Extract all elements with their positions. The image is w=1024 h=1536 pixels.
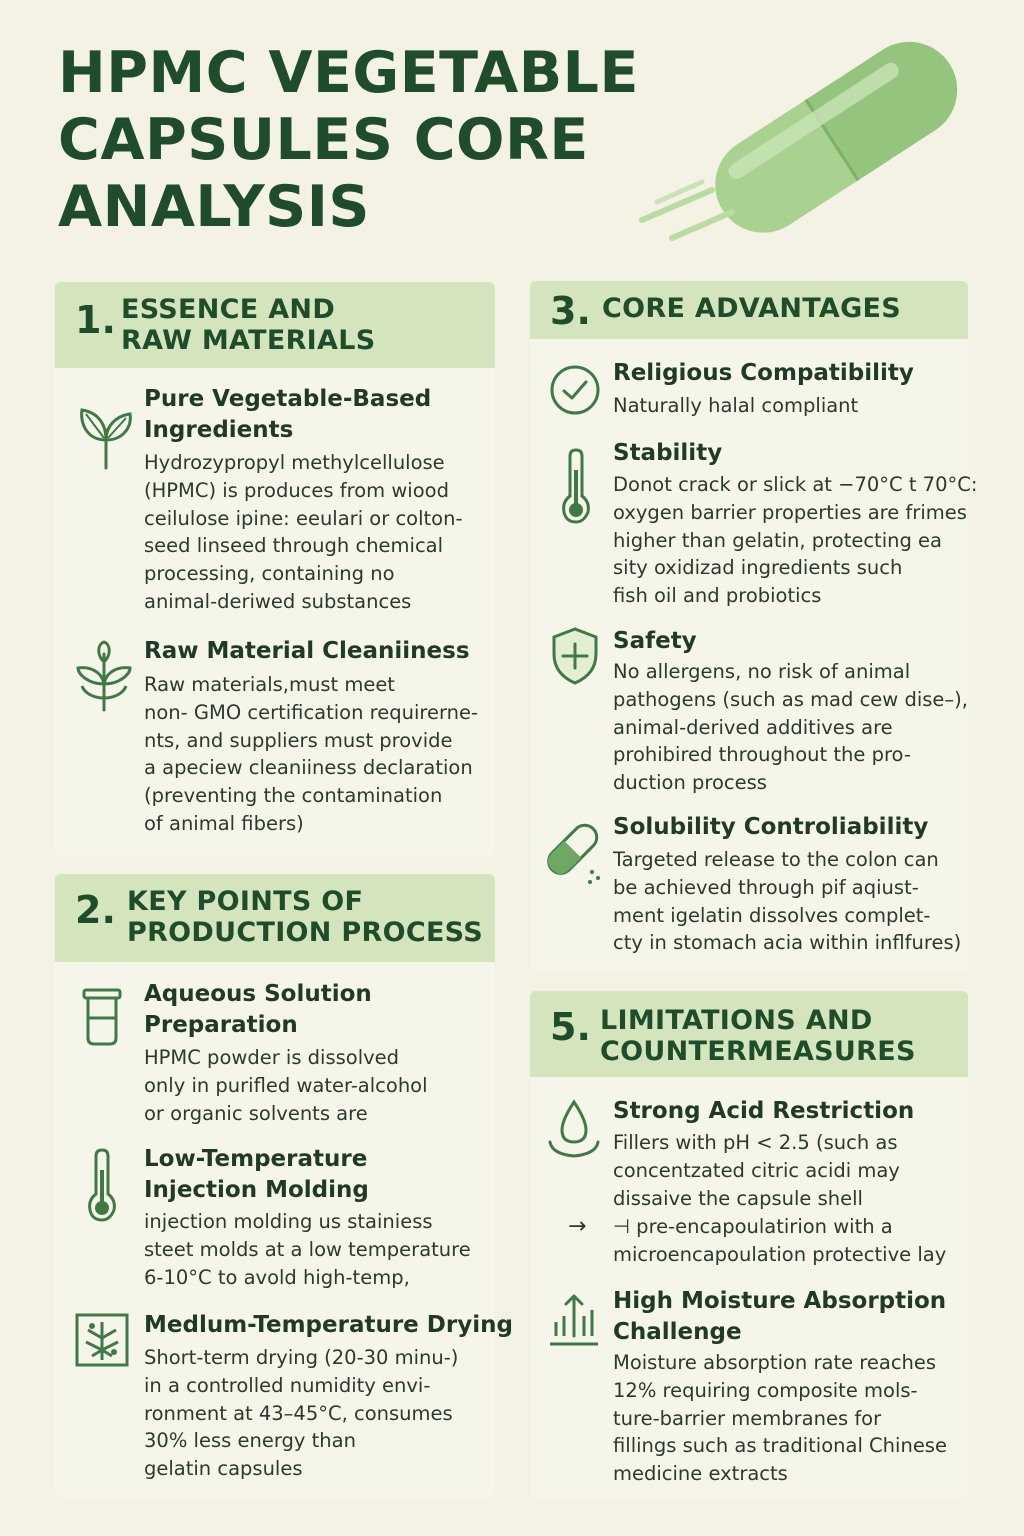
item-body: Moisture absorption rate reaches 12% requiring composite mols- ture-barrier membranes for fillings such as traditional Chinese medicine extracts [613, 1351, 947, 1486]
section-number: 2. [75, 888, 116, 932]
item-title: Aqueous Solution Preparation [144, 981, 372, 1038]
item-title: Solubility Controliability [613, 814, 929, 840]
section-number: 1. [75, 298, 116, 342]
capsule-illustration [632, 30, 972, 250]
beaker-icon [80, 986, 124, 1048]
title-line: CAPSULES CORE [58, 107, 589, 173]
thermometer-icon [558, 448, 594, 524]
section-header [55, 282, 495, 368]
item-body: Donot crack or slick at −70°C t 70°C: oxygen barrier properties are frimes higher than gelatin, protecting ea sity oxidizad ingredients such fish oil and probiotics [613, 473, 978, 608]
item-title: Medlum-Temperature Drying [144, 1312, 513, 1338]
section-number: 3. [550, 289, 591, 333]
item-body: Naturally halal compliant [613, 394, 859, 417]
section-title: KEY POINTS OF PRODUCTION PROCESS [127, 886, 483, 948]
item-body: No allergens, no risk of animal pathogens (such as mad cew dise–), animal-derived additives are prohibired throughout the pro- duction process [613, 660, 968, 795]
item-body: Hydrozypropyl methylcellulose (HPMC) is produces from wiood ceilulose ipine: eeulari or colton- seed linseed through chemical processing, containing no animal-deriwed substances [144, 451, 463, 613]
item-title: High Moisture Absorption Challenge [613, 1288, 947, 1345]
item-body: injection molding us stainiess steet molds at a low temperature 6-10°C to avold high-temp, [144, 1210, 471, 1289]
item-title: Religious Compatibility [613, 360, 914, 386]
section-title: LIMITATIONS AND COUNTERMEASURES [600, 1005, 916, 1067]
leaf-sprout-icon [76, 400, 136, 472]
item-body: Fillers with pH < 2.5 (such as concentzated citric acidi may dissaive the capsule shell [613, 1131, 900, 1210]
shield-plus-icon [550, 626, 600, 686]
section-header [530, 281, 968, 339]
item-title: Safety [613, 628, 697, 654]
title-line: ANALYSIS [58, 174, 370, 240]
item-title: Strong Acid Restriction [613, 1098, 915, 1124]
capsule-icon [546, 820, 604, 888]
section-header [55, 874, 495, 962]
item-title: Low-Temperature Injection Molding [144, 1146, 369, 1203]
section-number: 5. [550, 1005, 591, 1049]
plant-icon [74, 640, 134, 712]
item-body: Short-term drying (20-30 minu-) in a controlled numidity envi- ronment at 43–45°C, consumes 30% less energy than gelatin capsules [144, 1346, 459, 1481]
item-body: HPMC powder is dissolved only in purifled water-alcohol or organic solvents are [144, 1046, 428, 1125]
droplet-icon [546, 1098, 602, 1160]
item-body: Raw materials,must meet non- GMO certification requirerne- nts, and suppliers must provide a apeciew cleaniiness declaration (preventing the contamination of animal fibers) [144, 673, 479, 835]
item-title: Raw Material Cleaniiness [144, 638, 470, 664]
item-title: Pure Vegetable-Based Ingredients [144, 386, 432, 443]
section-header [530, 991, 968, 1077]
title-line: HPMC VEGETABLE [58, 40, 639, 106]
thermometer-icon [84, 1148, 120, 1222]
item-body-countermeasure: ⊣ pre-encapoulatirion with a microencapoulation protective lay [613, 1215, 947, 1266]
check-circle-icon [549, 364, 601, 416]
drying-rack-icon [74, 1312, 130, 1368]
moisture-bars-icon [548, 1292, 600, 1350]
section-title: ESSENCE AND RAW MATERIALS [121, 294, 376, 356]
item-title: Stability [613, 440, 723, 466]
arrow-marker: → [568, 1214, 587, 1239]
item-body: Targeted release to the colon can be achieved through pif aqiust- ment igelatin dissolves complet- cty in stomach acia within inflfures) [613, 848, 962, 955]
page-title [58, 40, 678, 241]
section-title: CORE ADVANTAGES [602, 293, 902, 324]
